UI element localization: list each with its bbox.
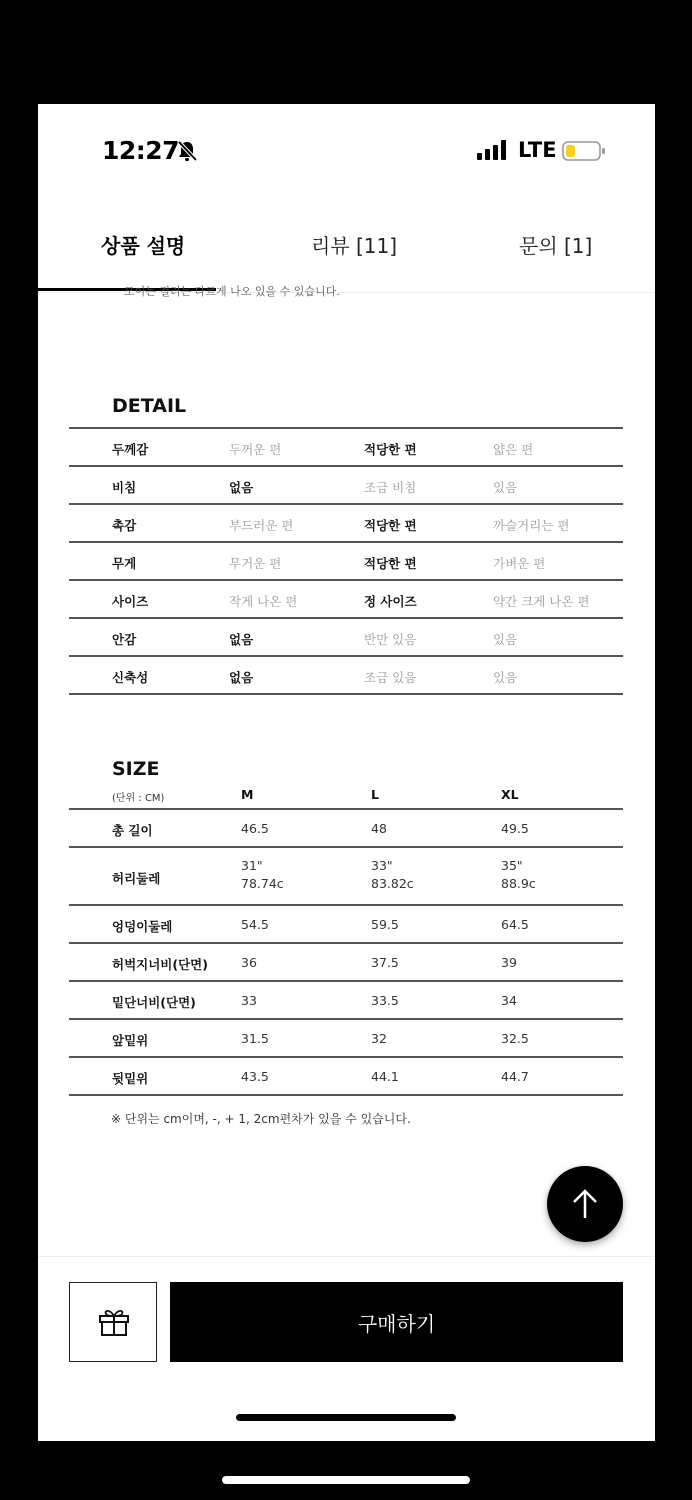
size-value: 44.7 <box>501 1069 529 1084</box>
detail-row-label: 안감 <box>112 632 137 647</box>
detail-option-selected: 없음 <box>229 670 254 685</box>
detail-option-selected: 적당한 편 <box>364 518 417 533</box>
size-row <box>69 906 623 944</box>
detail-option: 반만 있음 <box>364 632 417 647</box>
size-value: 49.5 <box>501 821 529 836</box>
size-value: 48 <box>371 821 387 836</box>
arrow-up-icon <box>571 1188 599 1220</box>
size-row-label: 허벅지너비(단면) <box>112 957 208 972</box>
battery-icon <box>562 141 606 161</box>
size-value: 44.1 <box>371 1069 399 1084</box>
detail-option-selected: 적당한 편 <box>364 442 417 457</box>
size-value: 43.5 <box>241 1069 269 1084</box>
detail-row-label: 비침 <box>112 480 137 495</box>
detail-option: 조금 있음 <box>364 670 417 685</box>
detail-row <box>69 467 623 505</box>
outer-home-indicator <box>222 1476 470 1484</box>
size-value: 35" <box>501 858 523 873</box>
size-value: 34 <box>501 993 517 1008</box>
detail-row <box>69 505 623 543</box>
detail-option-selected: 없음 <box>229 632 254 647</box>
status-time: 12:27 <box>102 136 180 165</box>
detail-row-label: 촉감 <box>112 518 137 533</box>
scroll-top-button[interactable] <box>547 1166 623 1242</box>
detail-row <box>69 657 623 695</box>
detail-row-label: 무게 <box>112 556 137 571</box>
size-value: 33 <box>241 993 257 1008</box>
detail-table <box>69 427 623 695</box>
detail-row <box>69 581 623 619</box>
detail-option: 약간 크게 나온 편 <box>493 594 590 609</box>
detail-option: 작게 나온 편 <box>229 594 298 609</box>
size-unit: (단위 : CM) <box>112 793 165 804</box>
bell-muted-icon <box>176 140 198 162</box>
detail-option: 있음 <box>493 670 518 685</box>
size-title: SIZE <box>112 758 160 780</box>
gift-icon <box>98 1307 130 1337</box>
size-value: 59.5 <box>371 917 399 932</box>
detail-row <box>69 543 623 581</box>
detail-row <box>69 619 623 657</box>
size-value: 31.5 <box>241 1031 269 1046</box>
detail-row-label: 신축성 <box>112 670 149 685</box>
size-row <box>69 848 623 906</box>
detail-option: 까슬거리는 편 <box>493 518 570 533</box>
detail-option-selected: 정 사이즈 <box>364 594 417 609</box>
product-tabs <box>38 208 655 298</box>
tab-description[interactable]: 상품 설명 <box>101 234 186 258</box>
size-table-header <box>69 786 623 808</box>
home-indicator <box>236 1414 456 1421</box>
network-type: LTE <box>518 138 557 162</box>
size-value-cm: 78.74c <box>241 876 284 891</box>
detail-option: 있음 <box>493 632 518 647</box>
size-row-label: 앞밑위 <box>112 1033 149 1048</box>
size-value: 46.5 <box>241 821 269 836</box>
size-value-cm: 83.82c <box>371 876 414 891</box>
size-value: 33.5 <box>371 993 399 1008</box>
detail-option-selected: 없음 <box>229 480 254 495</box>
size-value: 32 <box>371 1031 387 1046</box>
size-col-xl: XL <box>501 787 519 802</box>
size-value: 33" <box>371 858 393 873</box>
clipped-text: 모이는 컬러는 다르게 나오 있을 수 있습니다. <box>124 285 340 298</box>
size-value: 39 <box>501 955 517 970</box>
size-row <box>69 982 623 1020</box>
detail-row-label: 두께감 <box>112 442 149 457</box>
size-value: 36 <box>241 955 257 970</box>
detail-row <box>69 429 623 467</box>
size-row-label: 밑단너비(단면) <box>112 995 196 1010</box>
size-row-label: 뒷밑위 <box>112 1071 149 1086</box>
size-col-m: M <box>241 787 254 802</box>
cellular-signal-icon <box>477 140 509 160</box>
size-value: 37.5 <box>371 955 399 970</box>
tab-reviews[interactable]: 리뷰 [11] <box>311 234 398 258</box>
detail-option: 두꺼운 편 <box>229 442 282 457</box>
size-row-label: 허리둘레 <box>112 871 161 886</box>
size-row <box>69 1058 623 1096</box>
phone-screen <box>38 104 655 1440</box>
detail-option: 가벼운 편 <box>493 556 546 571</box>
detail-option: 있음 <box>493 480 518 495</box>
gift-button[interactable] <box>69 1282 157 1362</box>
size-row <box>69 944 623 982</box>
size-value: 54.5 <box>241 917 269 932</box>
size-row-label: 엉덩이둘레 <box>112 919 173 934</box>
size-col-l: L <box>371 787 379 802</box>
size-value: 31" <box>241 858 263 873</box>
detail-option: 무거운 편 <box>229 556 282 571</box>
size-table <box>69 808 623 1096</box>
detail-option-selected: 적당한 편 <box>364 556 417 571</box>
status-bar <box>38 104 655 194</box>
size-value-cm: 88.9c <box>501 876 536 891</box>
detail-title: DETAIL <box>112 395 187 417</box>
detail-option: 조금 비침 <box>364 480 417 495</box>
size-row <box>69 810 623 848</box>
size-value: 64.5 <box>501 917 529 932</box>
size-row-label: 총 길이 <box>112 823 153 838</box>
size-note: ※ 단위는 cm이며, -, + 1, 2cm편차가 있을 수 있습니다. <box>111 1112 411 1126</box>
size-value: 32.5 <box>501 1031 529 1046</box>
detail-option: 부드러운 편 <box>229 518 294 533</box>
buy-button[interactable]: 구매하기 <box>170 1282 623 1362</box>
tab-inquiries[interactable]: 문의 [1] <box>519 234 593 258</box>
size-row <box>69 1020 623 1058</box>
detail-row-label: 사이즈 <box>112 594 149 609</box>
detail-option: 얇은 편 <box>493 442 534 457</box>
